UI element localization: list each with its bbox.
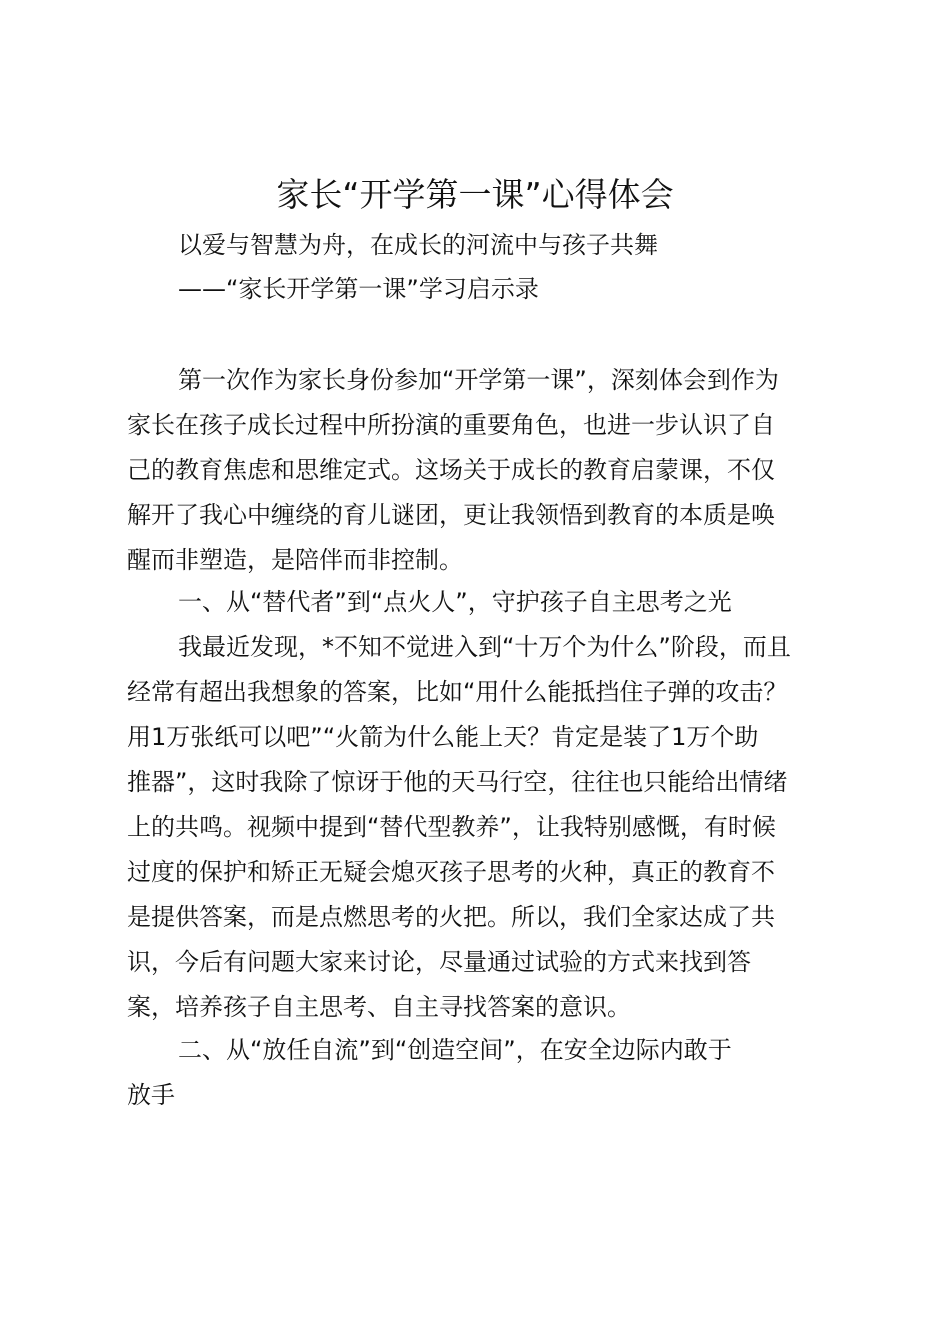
paragraph-1-line: 第一次作为家长身份参加“开学第一课”，深刻体会到作为 (178, 366, 779, 394)
paragraph-1-line: 己的教育焦虑和思维定式。这场关于成长的教育启蒙课，不仅 (127, 456, 775, 484)
section-heading-2-line: 放手 (127, 1081, 175, 1109)
paragraph-1-line: 家长在孩子成长过程中所扮演的重要角色，也进一步认识了自 (127, 411, 775, 439)
paragraph-2-line: 用1万张纸可以吧”“火箭为什么能上天？肯定是装了1万个助 (127, 723, 759, 751)
document-title: 家长“开学第一课”心得体会 (276, 175, 674, 214)
paragraph-2-line: 经常有超出我想象的答案，比如“用什么能抵挡住子弹的攻击？ (127, 678, 788, 706)
section-heading-2-line: 二、从“放任自流”到“创造空间”，在安全边际内敢于 (178, 1036, 732, 1064)
paragraph-1-line: 解开了我心中缠绕的育儿谜团，更让我领悟到教育的本质是唤 (127, 501, 775, 529)
paragraph-2-line: 是提供答案，而是点燃思考的火把。所以，我们全家达成了共 (127, 903, 775, 931)
paragraph-2-line: 上的共鸣。视频中提到“替代型教养”，让我特别感慨，有时候 (127, 813, 776, 841)
paragraph-2 (127, 625, 847, 1030)
paragraph-2-line: 识，今后有问题大家来讨论，尽量通过试验的方式来找到答 (127, 948, 751, 976)
section-heading-1 (127, 580, 847, 625)
section-heading-1-text: 一、从“替代者”到“点火人”，守护孩子自主思考之光 (178, 588, 732, 616)
paragraph-2-line: 推器”，这时我除了惊讶于他的天马行空，往往也只能给出情绪 (127, 768, 788, 796)
subtitle-line-2: ——“家长开学第一课”学习启示录 (178, 275, 539, 303)
paragraph-2-line: 过度的保护和矫正无疑会熄灭孩子思考的火种，真正的教育不 (127, 858, 775, 886)
section-heading-2 (127, 1028, 847, 1118)
paragraph-2-line: 案，培养孩子自主思考、自主寻找答案的意识。 (127, 993, 631, 1021)
subtitle-line-1: 以爱与智慧为舟，在成长的河流中与孩子共舞 (178, 231, 658, 259)
paragraph-1 (127, 358, 847, 583)
paragraph-1-line: 醒而非塑造，是陪伴而非控制。 (127, 546, 463, 574)
paragraph-2-line: 我最近发现，*不知不觉进入到“十万个为什么”阶段，而且 (178, 633, 791, 661)
